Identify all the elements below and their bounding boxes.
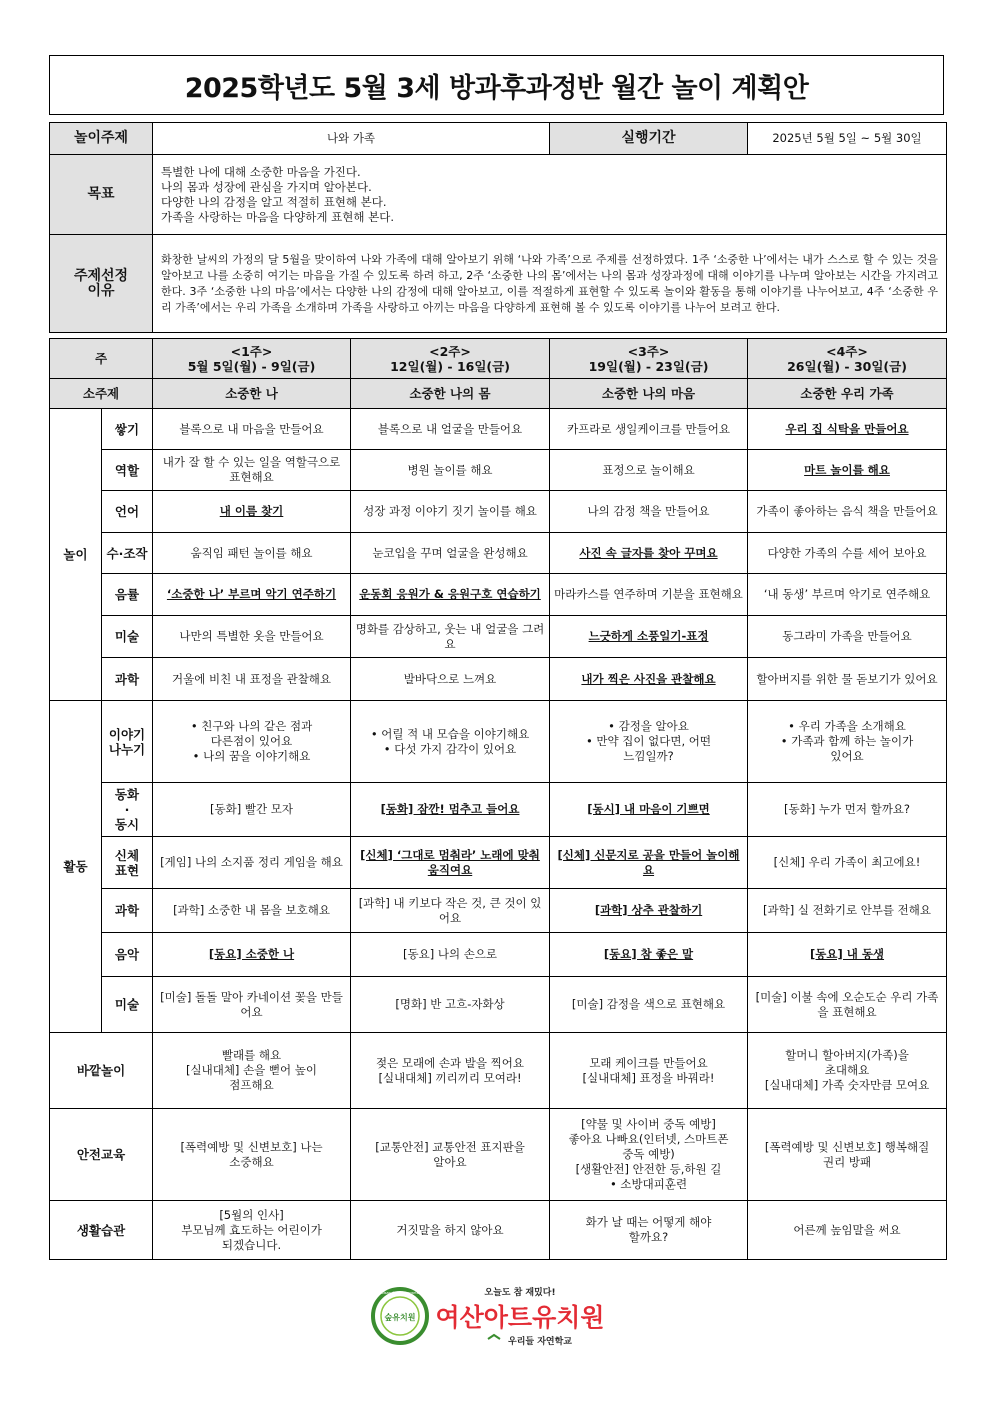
plan-cell: • 우리 가족을 소개해요 • 가족과 함께 하는 놀이가 있어요 [748, 701, 947, 783]
period-value: 2025년 5월 5일 ~ 5월 30일 [748, 123, 947, 155]
play-category: 수·조작 [102, 533, 153, 574]
plan-cell: 내가 잘 할 수 있는 일을 역할극으로 표현해요 [153, 450, 351, 491]
plan-cell: 가족이 좋아하는 음식 책을 만들어요 [748, 491, 947, 533]
plan-cell: 표정으로 놀이해요 [550, 450, 748, 491]
play-category: 과학 [102, 658, 153, 701]
plan-cell: 모래 케이크를 만들어요 [실내대체] 표정을 바꿔라! [550, 1033, 748, 1109]
plan-cell: [동요] 내 동생 [748, 933, 947, 977]
period-label: 실행기간 [550, 123, 748, 155]
plan-cell: [과학] 상추 관찰하기 [550, 889, 748, 933]
activity-category: 이야기 나누기 [102, 701, 153, 783]
goal-item: 나의 몸과 성장에 관심을 가지며 알아본다. [161, 179, 372, 194]
plan-cell: 거울에 비친 내 표정을 관찰해요 [153, 658, 351, 701]
activity-category: 미술 [102, 977, 153, 1033]
plan-cell: • 친구와 나의 같은 점과 다른점이 있어요 • 나의 꿈을 이야기해요 [153, 701, 351, 783]
play-section-label: 놀이 [50, 409, 102, 701]
activity-category: 신체 표현 [102, 837, 153, 889]
plan-cell: [명화] 반 고흐-자화상 [351, 977, 550, 1033]
plan-cell: [폭력예방 및 신변보호] 행복해질 권리 방패 [748, 1109, 947, 1201]
plan-cell: 나의 감정 책을 만들어요 [550, 491, 748, 533]
plan-cell: [동요] 소중한 나 [153, 933, 351, 977]
plan-cell: 눈코입을 꾸며 얼굴을 완성해요 [351, 533, 550, 574]
plan-cell: [미술] 감정을 색으로 표현해요 [550, 977, 748, 1033]
plan-cell: 할머니 할아버지(가족)을 초대해요 [실내대체] 가족 숫자만큼 모여요 [748, 1033, 947, 1109]
plan-cell: 카프라로 생일케이크를 만들어요 [550, 409, 748, 450]
activity-section-label: 활동 [50, 701, 102, 1033]
plan-cell: [동화] 누가 먼저 할까요? [748, 783, 947, 837]
reason-label-line2: 이유 [87, 282, 115, 299]
plan-cell: 블록으로 내 마음을 만들어요 [153, 409, 351, 450]
plan-cell: 젖은 모래에 손과 발을 찍어요 [실내대체] 끼리끼리 모여라! [351, 1033, 550, 1109]
plan-cell: [동요] 참 좋은 말 [550, 933, 748, 977]
plan-cell: [신체] 우리 가족이 최고에요! [748, 837, 947, 889]
plan-cell: • 감정을 알아요 • 만약 집이 없다면, 어떤 느낌일까? [550, 701, 748, 783]
plan-cell: ‘내 동생’ 부르며 악기로 연주해요 [748, 574, 947, 616]
goal-item: 특별한 나에 대해 소중한 마음을 가진다. [161, 164, 361, 179]
plan-cell: [과학] 내 키보다 작은 것, 큰 것이 있어요 [351, 889, 550, 933]
plan-cell: 마라카스를 연주하며 기분을 표현해요 [550, 574, 748, 616]
subtopic-cell: 소중한 나 [153, 379, 351, 409]
plan-cell: 운동회 응원가 & 응원구호 연습하기 [351, 574, 550, 616]
subtopic-cell: 소중한 우리 가족 [748, 379, 947, 409]
goal-item: 가족을 사랑하는 마음을 다양하게 표현해 본다. [161, 209, 395, 224]
play-category: 음률 [102, 574, 153, 616]
plan-cell: [과학] 실 전화기로 안부를 전해요 [748, 889, 947, 933]
logo-name: 여산아트유치원 [435, 1303, 605, 1332]
week-header: <3주> 19일(월) - 23일(금) [550, 339, 748, 379]
plan-cell: 내가 찍은 사진을 관찰해요 [550, 658, 748, 701]
goal-label: 목표 [50, 155, 153, 235]
plan-cell: 우리 집 식탁을 만들어요 [748, 409, 947, 450]
goal-item: 다양한 나의 감정을 알고 적절히 표현해 본다. [161, 194, 387, 209]
plan-cell: 어른께 높임말을 써요 [748, 1201, 947, 1260]
goal-list [153, 155, 947, 235]
week-header: <1주> 5월 5일(월) - 9일(금) [153, 339, 351, 379]
plan-cell: 빨래를 해요 [실내대체] 손을 뻗어 높이 점프해요 [153, 1033, 351, 1109]
reason-label-line1: 주제선정 [73, 267, 129, 284]
kindergarten-logo [370, 1282, 610, 1350]
theme-value: 나와 가족 [153, 123, 550, 155]
reason-text: 화창한 날씨의 가정의 달 5월을 맞이하여 나와 가족에 대해 알아보기 위해 ‘나와 가족’으로 주제를 선정하였다. 1주 ‘소중한 나’에서는 내가 스스로 할 수 있는 것을 알아보고 나를 소중히 여기는 마음을 가질 수 있도록 하려 하고, 2주 ‘소중한 나의 몸’에서는 나의 몸과 성장과정에 대해 이야기를 나누며 알아보는 시간을 가지려고 한다. 3주 ‘소중한 나의 마음’에서는 다양한 나의 감정에 대해 알아보고, 이를 적절하게 표현할 수 있도록 놀이와 활동을 통해 이야기를 나누어보고, 4주 ‘소중한 우리 가족’에서는 우리 가족을 소개하며 가족을 사랑하고 아끼는 마음을 다양하게 표현해 볼 수 있도록 이야기를 나누어 보려고 한다. [153, 235, 947, 333]
subtopic-cell: 소중한 나의 몸 [351, 379, 550, 409]
plan-cell: 화가 날 때는 어떻게 해야 할까요? [550, 1201, 748, 1260]
plan-cell: [동시] 내 마음이 기쁘면 [550, 783, 748, 837]
plan-cell: 명화를 감상하고, 웃는 내 얼굴을 그려요 [351, 616, 550, 658]
plan-cell: 할아버지를 위한 물 돋보기가 있어요 [748, 658, 947, 701]
safety-label: 안전교육 [50, 1109, 153, 1201]
plan-cell: 성장 과정 이야기 짓기 놀이를 해요 [351, 491, 550, 533]
document-title: 2025학년도 5월 3세 방과후과정반 월간 놀이 계획안 [184, 72, 809, 104]
subtopic-cell: 소중한 나의 마음 [550, 379, 748, 409]
plan-cell: [동화] 빨간 모자 [153, 783, 351, 837]
plan-cell: [게임] 나의 소지품 정리 게임을 해요 [153, 837, 351, 889]
logo-badge-text: 숲유치원 [384, 1313, 416, 1322]
plan-cell: 다양한 가족의 수를 세어 보아요 [748, 533, 947, 574]
plan-cell: [신체] ‘그대로 멈춰라’ 노래에 맞춰 움직여요 [351, 837, 550, 889]
plan-cell: 병원 놀이를 해요 [351, 450, 550, 491]
plan-cell: 내 이름 찾기 [153, 491, 351, 533]
play-category: 언어 [102, 491, 153, 533]
plan-cell: [약물 및 사이버 중독 예방] 좋아요 나빠요(인터넷, 스마트폰 중독 예방) [생활안전] 안전한 등,하원 길 • 소방대피훈련 [550, 1109, 748, 1201]
plan-cell: 동그라미 가족을 만들어요 [748, 616, 947, 658]
activity-category: 음악 [102, 933, 153, 977]
week-header: <2주> 12일(월) - 16일(금) [351, 339, 550, 379]
plan-cell: 움직임 패턴 놀이를 해요 [153, 533, 351, 574]
plan-cell: 거짓말을 하지 않아요 [351, 1201, 550, 1260]
subtopic-label: 소주제 [50, 379, 153, 409]
play-category: 미술 [102, 616, 153, 658]
play-category: 역할 [102, 450, 153, 491]
play-category: 쌓기 [102, 409, 153, 450]
activity-category: 동화 · 동시 [102, 783, 153, 837]
plan-cell: [교통안전] 교통안전 표지판을 알아요 [351, 1109, 550, 1201]
plan-cell: [폭력예방 및 신변보호] 나는 소중해요 [153, 1109, 351, 1201]
plan-cell: [신체] 신문지로 공을 만들어 놀이해요 [550, 837, 748, 889]
logo-sub: 우리들 자연학교 [508, 1337, 572, 1347]
plan-cell: 사진 속 글자를 찾아 꾸며요 [550, 533, 748, 574]
plan-cell: [미술] 돌돌 말아 카네이션 꽃을 만들어요 [153, 977, 351, 1033]
reason-label [50, 235, 153, 333]
title-box [49, 55, 944, 115]
plan-cell: 나만의 특별한 옷을 만들어요 [153, 616, 351, 658]
header-table [49, 122, 947, 333]
plan-cell: [5월의 인사] 부모님께 효도하는 어린이가 되겠습니다. [153, 1201, 351, 1260]
habit-label: 생활습관 [50, 1201, 153, 1260]
plan-cell: • 어릴 적 내 모습을 이야기해요 • 다섯 가지 감각이 있어요 [351, 701, 550, 783]
outdoor-label: 바깥놀이 [50, 1033, 153, 1109]
week-label: 주 [50, 339, 153, 379]
week-header: <4주> 26일(월) - 30일(금) [748, 339, 947, 379]
plan-cell: 발바닥으로 느껴요 [351, 658, 550, 701]
plan-cell: 마트 놀이를 해요 [748, 450, 947, 491]
plan-cell: [과학] 소중한 내 몸을 보호해요 [153, 889, 351, 933]
plan-cell: [동요] 나의 손으로 [351, 933, 550, 977]
logo-ring-text: Hoisan Art Kindergarten [378, 1291, 422, 1295]
leaf-icon [488, 1335, 500, 1339]
plan-cell: [동화] 잠깐! 멈추고 들어요 [351, 783, 550, 837]
plan-cell: [미술] 이불 속에 오순도순 우리 가족을 표현해요 [748, 977, 947, 1033]
theme-label: 놀이주제 [50, 123, 153, 155]
logo-slogan: 오늘도 참 재밌다! [484, 1288, 556, 1298]
plan-cell: 블록으로 내 얼굴을 만들어요 [351, 409, 550, 450]
activity-category: 과학 [102, 889, 153, 933]
plan-cell: ‘소중한 나’ 부르며 악기 연주하기 [153, 574, 351, 616]
weekly-plan-table [49, 338, 947, 1260]
plan-cell: 느긋하게 소풍일기-표정 [550, 616, 748, 658]
